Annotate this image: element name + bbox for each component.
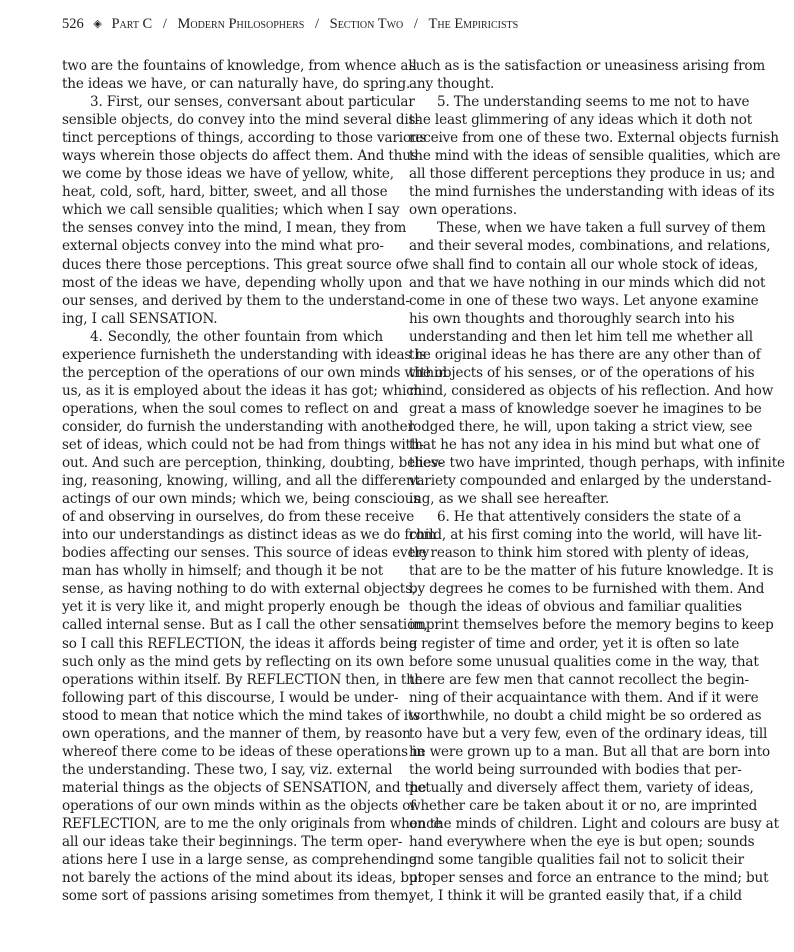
- text-line: that he has not any idea in his mind but what one of: [409, 436, 760, 453]
- text-line: tle reason to think him stored with plenty of ideas,: [409, 545, 750, 562]
- text-line: the world being surrounded with bodies that per-: [409, 761, 742, 778]
- text-line: worthwhile, no doubt a child might be so ordered as: [409, 707, 762, 724]
- text-line: these two have imprinted, though perhaps, with infinite: [409, 455, 785, 472]
- text-line: own operations.: [409, 202, 517, 219]
- text-line: to have but a very few, even of the ordinary ideas, till: [409, 725, 768, 742]
- text-line: us, as it is employed about the ideas it has got; which: [62, 382, 423, 399]
- text-line: ing, I call SENSATION.: [62, 310, 218, 327]
- text-line: such as is the satisfaction or uneasiness arising from: [409, 58, 766, 74]
- text-line: following part of this discourse, I would be under-: [62, 689, 399, 706]
- text-line: on the minds of children. Light and colours are busy at: [409, 815, 779, 832]
- text-line: the mind with the ideas of sensible qualities, which are: [409, 148, 781, 165]
- text-line: material things as the objects of SENSATION, and the: [62, 779, 427, 796]
- text-line: ations here I use in a large sense, as comprehending: [62, 852, 418, 869]
- text-line: duces there those perceptions. This great source of: [62, 256, 409, 273]
- text-line: and that we have nothing in our minds which did not: [409, 274, 766, 291]
- text-line: These, when we have taken a full survey of them: [437, 220, 766, 237]
- text-line: some sort of passions arising sometimes from them,: [62, 888, 413, 905]
- text-line: 5. The understanding seems to me not to have: [437, 94, 750, 111]
- text-line: child, at his first coming into the world, will have lit-: [409, 527, 762, 544]
- text-line: operations, when the soul comes to reflect on and: [62, 400, 399, 417]
- text-line: man has wholly in himself; and though it be not: [62, 563, 383, 580]
- text-line: 6. He that attentively considers the state of a: [437, 509, 742, 526]
- text-line: lodged there, he will, upon taking a strict view, see: [409, 418, 753, 435]
- text-line: the senses convey into the mind, I mean, they from: [62, 220, 407, 237]
- text-line: ways wherein those objects do affect them. And thus: [62, 148, 418, 165]
- text-line: sensible objects, do convey into the mind several dis-: [62, 112, 420, 129]
- text-line: REFLECTION, are to me the only originals from whence: [62, 815, 442, 832]
- text-line: out. And such are perception, thinking, doubting, believ-: [62, 455, 444, 472]
- text-line: such only as the mind gets by reflecting on its own: [62, 653, 405, 670]
- text-line: tinct perceptions of things, according to those various: [62, 130, 427, 147]
- text-line: by degrees he comes to be furnished with them. And: [409, 581, 765, 598]
- text-line: come in one of these two ways. Let anyone examine: [409, 292, 759, 309]
- text-line: the least glimmering of any ideas which it doth not: [409, 112, 753, 129]
- text-line: whereof there come to be ideas of these operations in: [62, 743, 425, 760]
- text-line: 4. Secondly, the other fountain from which: [90, 328, 383, 345]
- text-line: yet it is very like it, and might properly enough be: [62, 599, 400, 616]
- header-book: Modern Philosophers: [177, 16, 305, 32]
- text-line: though the ideas of obvious and familiar qualities: [409, 599, 742, 616]
- text-line: ning of their acquaintance with them. And if it were: [409, 689, 759, 706]
- text-line: hand everywhere when the eye is but open; sounds: [409, 834, 755, 851]
- running-header: [62, 16, 742, 38]
- text-line: two are the fountains of knowledge, from whence all: [62, 58, 417, 74]
- text-line: the objects of his senses, or of the operations of his: [409, 364, 755, 381]
- text-line: so I call this REFLECTION, the ideas it affords being: [62, 635, 418, 652]
- text-line: most of the ideas we have, depending wholly upon: [62, 274, 403, 291]
- text-line: called internal sense. But as I call the other sensation,: [62, 617, 428, 634]
- text-line: mind, considered as objects of his reflection. And how: [409, 382, 774, 399]
- text-line: any thought.: [409, 76, 495, 93]
- diamond-ornament-icon: ◈: [93, 18, 102, 30]
- text-line: experience furnisheth the understanding with ideas is: [62, 346, 427, 363]
- text-line: he were grown up to a man. But all that are born into: [409, 743, 771, 760]
- text-line: the ideas we have, or can naturally have, do spring.: [62, 76, 411, 93]
- text-line: consider, do furnish the understanding with another: [62, 418, 414, 435]
- text-line: petually and diversely affect them, variety of ideas,: [409, 779, 754, 796]
- text-line: imprint themselves before the memory begins to keep: [409, 617, 774, 634]
- text-line: external objects convey into the mind what pro-: [62, 238, 384, 255]
- text-line: the original ideas he has there are any other than of: [409, 346, 761, 363]
- text-line: all our ideas take their beginnings. The term oper-: [62, 834, 403, 851]
- text-line: understanding and then let him tell me whether all: [409, 328, 753, 345]
- header-separator: /: [413, 16, 418, 32]
- text-line: that are to be the matter of his future knowledge. It is: [409, 563, 774, 580]
- text-line: own operations, and the manner of them, by reason: [62, 725, 411, 742]
- text-line: which we call sensible qualities; which when I say: [62, 202, 400, 219]
- text-line: the perception of the operations of our own minds within: [62, 364, 447, 381]
- text-line: of and observing in ourselves, do from these receive: [62, 509, 415, 526]
- text-line: stood to mean that notice which the mind takes of its: [62, 707, 421, 724]
- text-line: yet, I think it will be granted easily that, if a child: [409, 888, 742, 905]
- text-line: sense, as having nothing to do with external objects,: [62, 581, 417, 598]
- header-part: Part C: [111, 16, 153, 32]
- text-line: actings of our own minds; which we, being conscious: [62, 491, 421, 508]
- text-line: set of ideas, which could not be had from things with-: [62, 436, 424, 453]
- text-line: and some tangible qualities fail not to solicit their: [409, 852, 744, 869]
- text-line: proper senses and force an entrance to the mind; but: [409, 870, 769, 887]
- text-line: our senses, and derived by them to the understand-: [62, 292, 410, 309]
- text-line: before some unusual qualities come in the way, that: [409, 653, 759, 670]
- text-line: into our understandings as distinct ideas as we do from: [62, 527, 437, 544]
- header-separator: /: [162, 16, 167, 32]
- text-line: 3. First, our senses, conversant about particular: [90, 94, 415, 111]
- text-line: all those different perceptions they produce in us; and: [409, 166, 775, 183]
- text-line: there are few men that cannot recollect the begin-: [409, 671, 749, 688]
- text-line: bodies affecting our senses. This source of ideas every: [62, 545, 430, 562]
- header-section: Section Two: [329, 16, 404, 32]
- text-line: the understanding. These two, I say, viz. external: [62, 761, 393, 778]
- text-line: operations of our own minds within as the objects of: [62, 797, 416, 814]
- text-line: the mind furnishes the understanding with ideas of its: [409, 184, 775, 201]
- text-line: we come by those ideas we have of yellow, white,: [62, 166, 394, 183]
- text-line: receive from one of these two. External objects furnish: [409, 130, 779, 147]
- text-line: we shall find to contain all our whole stock of ideas,: [409, 256, 759, 273]
- text-line: heat, cold, soft, hard, bitter, sweet, and all those: [62, 184, 388, 201]
- text-line: whether care be taken about it or no, are imprinted: [409, 797, 758, 814]
- text-line: variety compounded and enlarged by the understand-: [409, 473, 772, 490]
- text-line: ing, as we shall see hereafter.: [409, 491, 610, 508]
- header-chapter: The Empiricists: [428, 16, 519, 32]
- text-line: great a mass of knowledge soever he imagines to be: [409, 400, 762, 417]
- text-line: not barely the actions of the mind about its ideas, but: [62, 870, 423, 887]
- text-line: and their several modes, combinations, and relations,: [409, 238, 771, 255]
- text-line: operations within itself. By REFLECTION then, in the: [62, 671, 423, 688]
- page-number: 526: [62, 16, 84, 32]
- text-line: ing, reasoning, knowing, willing, and all the different: [62, 473, 420, 490]
- header-separator: /: [314, 16, 319, 32]
- text-line: his own thoughts and thoroughly search into his: [409, 310, 735, 327]
- left-text-column: [62, 57, 447, 905]
- text-line: a register of time and order, yet it is often so late: [409, 635, 740, 652]
- right-text-column: [409, 57, 785, 905]
